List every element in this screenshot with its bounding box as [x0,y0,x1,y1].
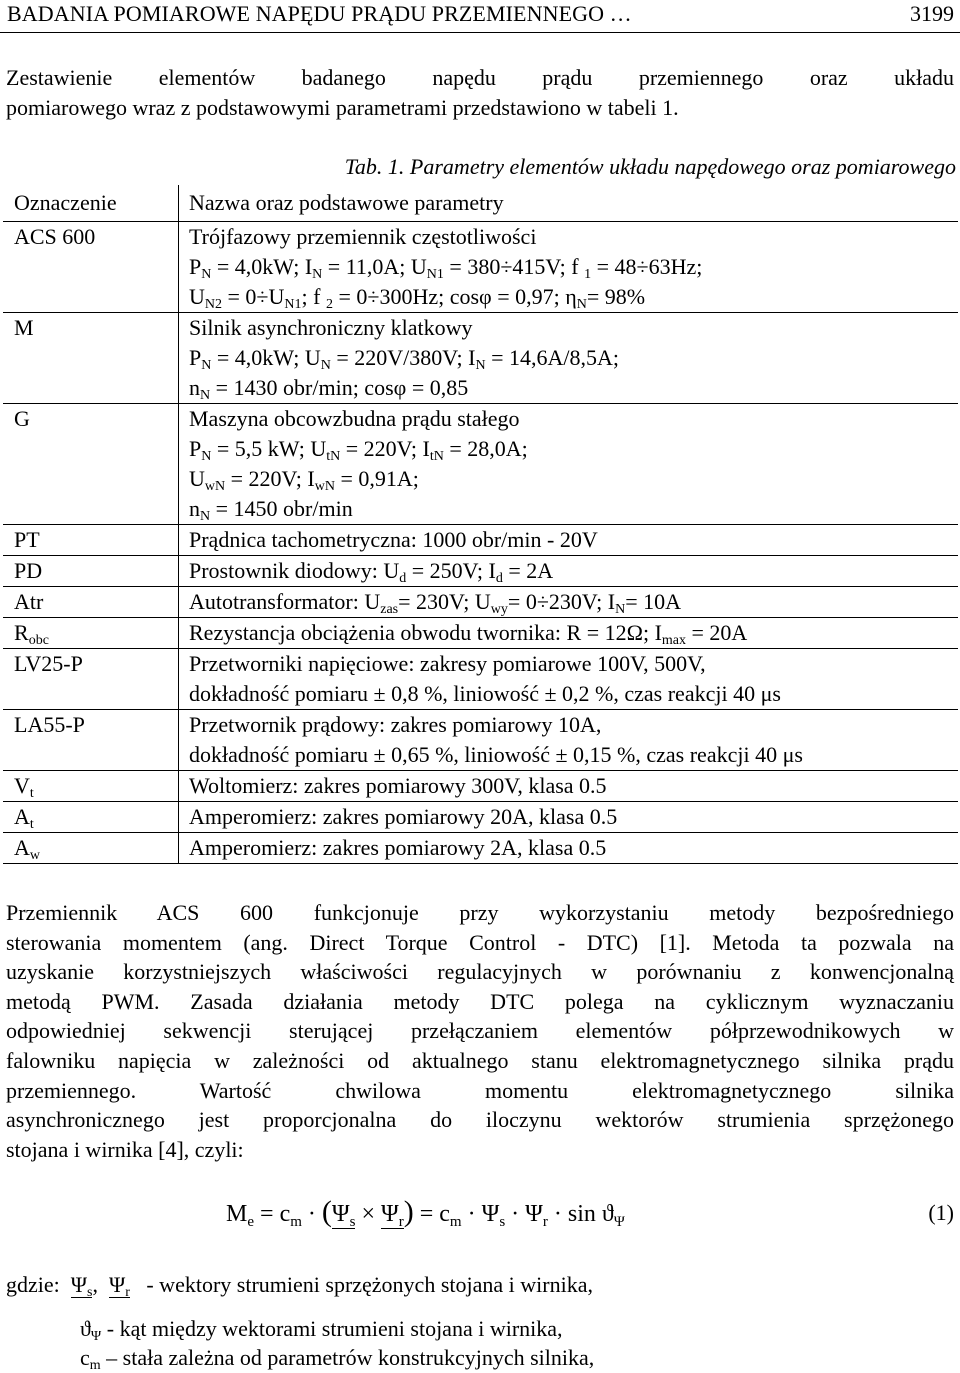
where-psi-r: $\Psi_r$ [108,1272,130,1300]
cell-parameters [179,710,958,771]
where-c-sub: m [89,1358,101,1373]
parameter-line: Amperomierz: zakres pomiarowy 2A, klasa 0.5 [189,835,607,860]
cell-designation: $R_{obc}$ [3,618,179,649]
parameter-line: Maszyna obcowzbudna prądu stałego [189,406,520,431]
cell-designation: M [3,313,179,404]
eq-theta: ϑ [601,1201,614,1227]
intro-line-1: Zestawienie elementów badanego napędu prądu przemiennego oraz układu [6,65,954,90]
parameter-line: Amperomierz: zakres pomiarowy 20A, klasa 0.5 [189,804,618,829]
body-line: metodą PWM. Zasada działania metody DTC polega na cyklicznym wyznaczaniu [6,988,954,1014]
cell-parameters [179,833,958,864]
table-row [3,404,958,525]
where-line-2 [80,1314,563,1344]
cell-parameters [179,222,958,313]
table-row [3,802,958,833]
cell-designation: LA55-P [3,710,179,771]
eq-c-2: c [439,1201,450,1227]
parameters-table [3,185,958,864]
eq-sub-m-1: m [290,1214,302,1230]
table-header-row [3,185,958,222]
table-body [3,222,958,864]
intro-line-2: pomiarowego wraz z podstawowymi parametrami przedstawiono w tabeli 1. [6,94,679,120]
where-line-1 [6,1270,593,1300]
eq-equals-1: = [260,1201,274,1227]
parameter-line: Przetwornik prądowy: zakres pomiarowy 10A, [189,712,602,737]
eq-sub-r: r [542,1214,548,1230]
cell-designation: $A_w$ [3,833,179,864]
cell-parameters [179,404,958,525]
eq-rparen: ) [403,1195,414,1228]
parameter-line: Prostownik diodowy: $U_d = 250V$; $I_d = 2A$ [189,558,554,586]
eq-sub-e: e [247,1214,255,1230]
cell-designation: ACS 600 [3,222,179,313]
table-row [3,525,958,556]
cell-designation: PD [3,556,179,587]
body-paragraph [6,898,954,1164]
table-row [3,771,958,802]
where-psi-s: $\Psi_s$ [70,1272,93,1300]
cell-parameters [179,618,958,649]
eq-sub-s: s [499,1214,506,1230]
header-rule [0,32,960,33]
body-line: odpowiedniej sekwencji sterującej przełączaniem elementów półprzewodnikowych w [6,1018,954,1044]
eq-c-1: c [279,1201,291,1227]
body-line: przemiennego. Wartość chwilowa momentu elektromagnetycznego silnika [6,1077,954,1103]
where-desc-1: - wektory strumieni sprzężonych stojana i wirnika, [146,1272,593,1297]
parameter-line: Prądnica tachometryczna: 1000 obr/min - 20V [189,527,598,552]
cell-designation: $A_t$ [3,802,179,833]
parameter-line: Trójfazowy przemiennik częstotliwości [189,224,537,249]
body-line: uzyskanie korzystniejszych właściwości regulacyjnych w porównaniu z konwencjonalną [6,959,954,985]
body-line: sterowania momentem (ang. Direct Torque Control - DTC) [1]. Metoda ta pozwala na [6,929,954,955]
table-row [3,222,958,313]
eq-lparen: ( [321,1195,332,1228]
body-line: asynchronicznego jest proporcjonalna do iloczynu wektorów strumienia sprzężonego [6,1107,954,1133]
eq-psi-r: Ψ [525,1201,543,1227]
where-desc-3: – stała zależna od parametrów konstrukcyjnych silnika, [106,1345,595,1370]
parameter-line: $n_N = 1450$ obr/min [189,496,353,524]
where-theta: ϑ [80,1316,91,1341]
cell-designation: Atr [3,587,179,618]
eq-cross: × [361,1201,375,1227]
table-row [3,618,958,649]
eq-psi-r-vector: $\Psi_r$ [381,1201,404,1230]
table-row [3,556,958,587]
intro-paragraph [6,63,954,122]
eq-equals-2: = [419,1201,434,1227]
parameter-line: dokładność pomiaru ± 0,8 %, liniowość ± 0,2 %, czas reakcji 40 μs [189,681,781,706]
parameter-line: Woltomierz: zakres pomiarowy 300V, klasa 0.5 [189,773,607,798]
table-row [3,313,958,404]
parameter-line: $P_N = 4,0kW$; $I_N = 11,0A$; $U_{N1} = 380\div 415V$; f $_1$ = 48÷63Hz; [189,254,703,282]
cell-parameters [179,649,958,710]
table-row [3,833,958,864]
cell-designation: G [3,404,179,525]
table-row [3,710,958,771]
parameter-line: dokładność pomiaru ± 0,65 %, liniowość ± 0,15 %, czas reakcji 40 μs [189,742,803,767]
where-line-3 [80,1343,594,1373]
parameter-line: Silnik asynchroniczny klatkowy [189,315,473,340]
parameter-line: $P_N = 4,0kW$; $U_N = 220V/380V$; $I_N = 14,6A/8,5A$; [189,345,620,373]
where-desc-2: - kąt między wektorami strumieni stojana i wirnika, [106,1316,563,1341]
parameter-line: Rezystancja obciążenia obwodu twornika: R = 12Ω; $I_{max} = 20A$ [189,620,748,648]
parameter-line: $U_{N2} = 0\div U_{N1}$; f $_2$ = 0÷300Hz; cosφ = 0,97; $\eta_N= 98\%$ [189,284,646,312]
equation-torque: $M_e = c_m \cdot (\Psi_s \times \Psi_r) = c_m \cdot \Psi_s \cdot \Psi_r \cdot \sin ϑ_\Psi$ [226,1195,625,1230]
cell-designation: $V_t$ [3,771,179,802]
body-line: stojana i wirnika [4], czyli: [6,1136,244,1162]
where-lead: gdzie: [6,1272,60,1297]
parameter-line: $P_N = 5,5$ kW; $U_{tN} = 220V$; $I_{tN} = 28,0A$; [189,436,528,464]
parameter-line: Autotransformator: $U_{zas}= 230V$; $U_{wy}= 0\div 230V$; $I_N= 10A$ [189,589,682,617]
parameter-line: $U_{wN} = 220V$; $I_{wN} = 0,91A$; [189,466,419,494]
body-line: Przemiennik ACS 600 funkcjonuje przy wykorzystaniu metody bezpośredniego [6,900,954,925]
where-comma: , [92,1272,98,1297]
cell-parameters [179,313,958,404]
equation-number: (1) [928,1200,954,1225]
table-row [3,587,958,618]
running-header-title: BADANIA POMIAROWE NAPĘDU PRĄDU PRZEMIENNEGO … [7,1,632,26]
eq-psi-s: Ψ [481,1201,500,1227]
parameter-line: $n_N = 1430$ obr/min; cosφ = 0,85 [189,375,469,403]
cell-parameters [179,587,958,618]
cell-designation: PT [3,525,179,556]
header-name-parameters: Nazwa oraz podstawowe parametry [179,185,958,222]
cell-parameters [179,556,958,587]
where-theta-sub: Ψ [90,1329,102,1344]
cell-parameters [179,802,958,833]
header-designation: Oznaczenie [3,185,179,222]
body-line: falowniku napięcia w zależności od aktualnego stanu elektromagnetycznego silnika prądu [6,1047,954,1073]
cell-parameters [179,771,958,802]
table-row [3,649,958,710]
eq-sub-m-2: m [449,1214,462,1230]
where-c: c [80,1345,90,1370]
page-number: 3199 [910,1,954,26]
eq-psi-s-vector: $\Psi_s$ [331,1201,356,1230]
eq-sub-psi: Ψ [613,1214,625,1230]
table-caption: Tab. 1. Parametry elementów układu napędowego oraz pomiarowego [344,154,956,179]
eq-M: M [226,1201,248,1227]
parameter-line: Przetworniki napięciowe: zakresy pomiarowe 100V, 500V, [189,651,706,676]
cell-parameters [179,525,958,556]
eq-sin: sin [567,1201,596,1227]
cell-designation: LV25-P [3,649,179,710]
